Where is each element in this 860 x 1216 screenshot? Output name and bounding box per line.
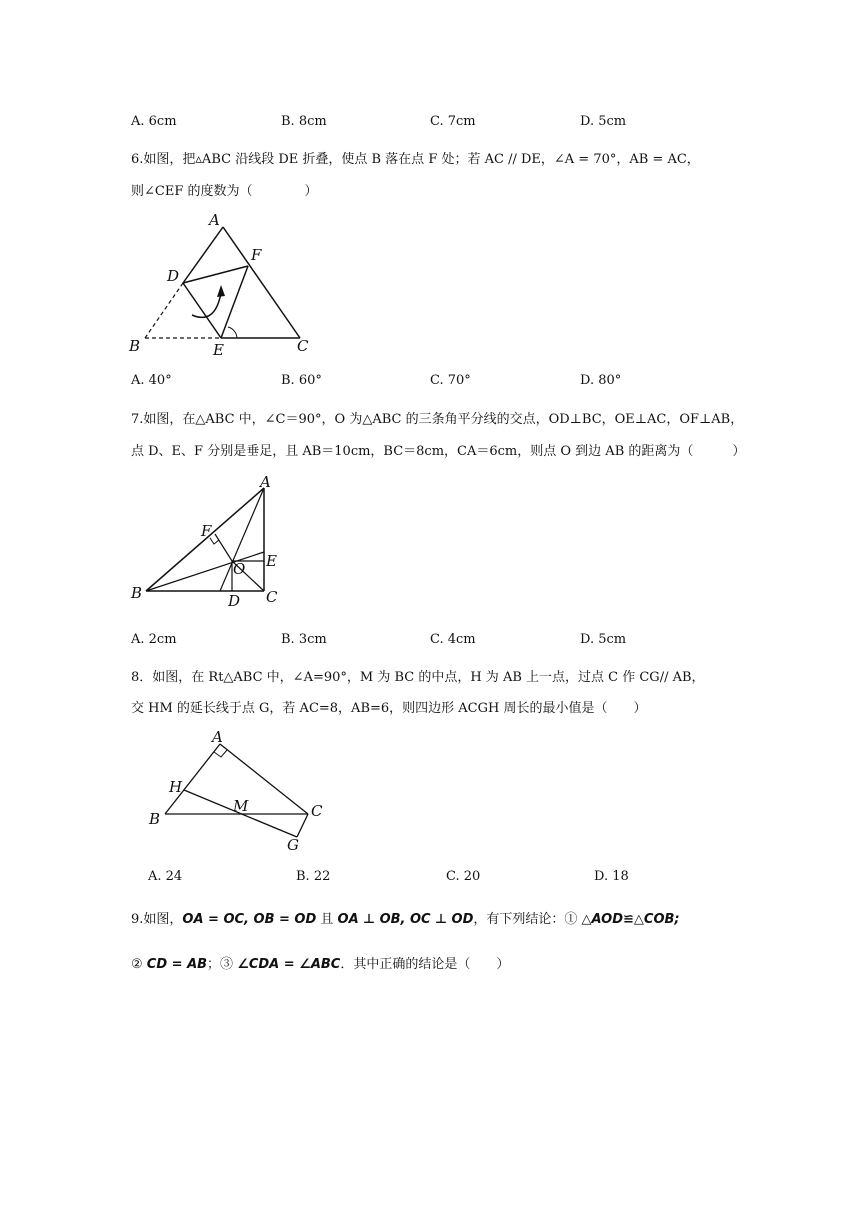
q6-option-c: C. 70° bbox=[430, 373, 471, 388]
q8-option-a: A. 24 bbox=[148, 869, 183, 884]
q7-label-f: F bbox=[201, 522, 212, 540]
q7-label-e: E bbox=[266, 552, 277, 570]
q9-line1-prefix: 9.如图， bbox=[131, 912, 183, 927]
q5-option-c: C. 7cm bbox=[430, 114, 476, 129]
q6-label-d: D bbox=[167, 267, 180, 285]
q9-line1-math: OA = OC, OB = OD bbox=[182, 912, 317, 927]
q9-stem-line1 bbox=[131, 908, 680, 927]
q7-option-c: C. 4cm bbox=[430, 632, 476, 647]
q8-stem-line1: 8．如图，在 Rt△ABC 中，∠A=90°，M 为 BC 的中点，H 为 AB 上一点，过点 C 作 CG// AB， bbox=[131, 670, 705, 685]
q7-label-o: O bbox=[233, 560, 246, 578]
q7-stem-line1: 7.如图，在△ABC 中，∠C＝90°，O 为△ABC 的三条角平分线的交点，OD⊥BC，OE⊥AC，OF⊥AB， bbox=[131, 412, 744, 427]
q9-stem-line2 bbox=[131, 953, 509, 972]
q9-line2-suffix: ．其中正确的结论是（ ） bbox=[340, 957, 510, 972]
q9-line1-mid: 且 bbox=[316, 912, 338, 927]
q9-line2-math: CD = AB bbox=[146, 957, 208, 972]
q8-label-c: C bbox=[311, 802, 323, 820]
q7-option-d: D. 5cm bbox=[580, 632, 627, 647]
q6-stem-line1: 6.如图，把▵ABC 沿线段 DE 折叠，使点 B 落在点 F 处；若 AC // DE，∠A = 70°，AB = AC， bbox=[131, 152, 700, 167]
q5-option-d: D. 5cm bbox=[580, 114, 627, 129]
q7-option-a: A. 2cm bbox=[131, 632, 177, 647]
q8-label-h: H bbox=[169, 778, 183, 796]
q5-option-b: B. 8cm bbox=[281, 114, 327, 129]
q8-option-d: D. 18 bbox=[594, 869, 629, 884]
q6-label-f: F bbox=[251, 246, 262, 264]
q7-label-b: B bbox=[131, 584, 143, 602]
q6-option-b: B. 60° bbox=[281, 373, 322, 388]
q6-label-e: E bbox=[213, 341, 224, 359]
q7-stem-line2: 点 D、E、F 分别是垂足，且 AB＝10cm，BC＝8cm，CA＝6cm，则点 O 到边 AB 的距离为（ ） bbox=[131, 444, 746, 459]
q8-figure bbox=[145, 728, 335, 853]
q9-line1-math3: △AOD≌△COB; bbox=[581, 912, 680, 927]
q6-label-b: B bbox=[129, 337, 141, 355]
q7-label-d: D bbox=[228, 592, 241, 610]
q6-option-a: A. 40° bbox=[131, 373, 172, 388]
q9-line2-mid: ；③ bbox=[207, 957, 238, 972]
q9-line2-prefix: ② bbox=[131, 957, 147, 972]
q7-figure bbox=[128, 474, 288, 612]
q6-label-c: C bbox=[297, 337, 309, 355]
q8-option-b: B. 22 bbox=[296, 869, 331, 884]
q9-line1-math2: OA ⊥ OB, OC ⊥ OD bbox=[337, 912, 474, 927]
q8-option-c: C. 20 bbox=[446, 869, 481, 884]
q7-label-c: C bbox=[266, 588, 278, 606]
q5-option-a: A. 6cm bbox=[131, 114, 177, 129]
q7-option-b: B. 3cm bbox=[281, 632, 327, 647]
q7-label-a: A bbox=[260, 474, 271, 491]
q8-stem-line2: 交 HM 的延长线于点 G，若 AC=8，AB=6，则四边形 ACGH 周长的最小值是（ ） bbox=[131, 701, 647, 716]
q6-stem-line2: 则∠CEF 的度数为（ ） bbox=[131, 184, 318, 199]
q6-figure bbox=[125, 205, 325, 360]
q9-line1-suffix: ，有下列结论：① bbox=[473, 912, 582, 927]
q9-line2-math2: ∠CDA = ∠ABC bbox=[237, 957, 341, 972]
q8-label-g: G bbox=[287, 836, 299, 853]
q8-label-b: B bbox=[149, 810, 161, 828]
q6-option-d: D. 80° bbox=[580, 373, 622, 388]
q6-label-a: A bbox=[209, 211, 220, 229]
q8-label-a: A bbox=[212, 728, 223, 746]
q8-label-m: M bbox=[233, 797, 249, 815]
